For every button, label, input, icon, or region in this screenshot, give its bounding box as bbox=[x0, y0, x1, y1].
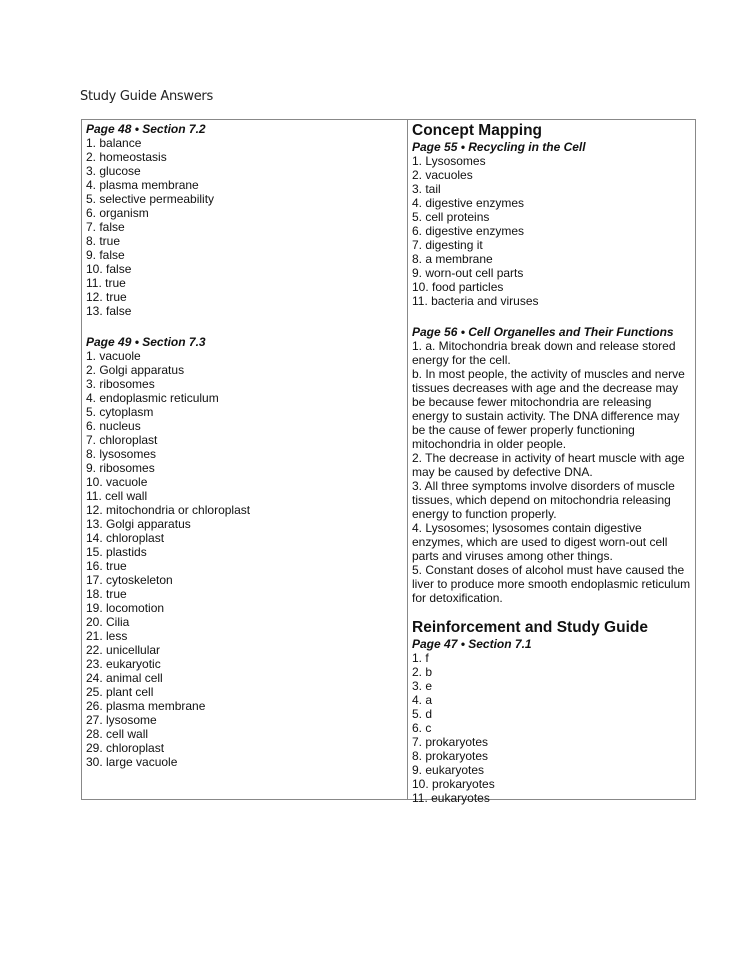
answer-item: 4. plasma membrane bbox=[86, 178, 199, 192]
answer-item: 23. eukaryotic bbox=[86, 657, 161, 671]
right-column bbox=[408, 120, 695, 805]
answer-item: 21. less bbox=[86, 629, 128, 643]
left-column bbox=[82, 120, 408, 799]
answer-item: 9. eukaryotes bbox=[412, 763, 485, 777]
answer-item: 2. The decrease in activity of heart muscle with age may be caused by defective DNA. bbox=[412, 451, 685, 479]
answer-list bbox=[86, 349, 403, 769]
section-heading: Page 55 • Recycling in the Cell bbox=[412, 140, 586, 154]
answer-item: 13. false bbox=[86, 304, 132, 318]
answer-item: 3. All three symptoms involve disorders of muscle tissues, which depend on mitochondria releasing energy to function properly. bbox=[412, 479, 675, 521]
answer-item: 9. ribosomes bbox=[86, 461, 155, 475]
section-heading: Page 47 • Section 7.1 bbox=[412, 637, 532, 651]
answer-item: 4. digestive enzymes bbox=[412, 196, 525, 210]
answer-item: 1. a. Mitochondria break down and release stored energy for the cell. bbox=[412, 339, 676, 367]
answer-item: 2. vacuoles bbox=[412, 168, 473, 182]
answer-item: 16. true bbox=[86, 559, 127, 573]
answer-item: 25. plant cell bbox=[86, 685, 154, 699]
answer-item: 4. a bbox=[412, 693, 433, 707]
answer-item: 10. false bbox=[86, 262, 132, 276]
answer-item: 18. true bbox=[86, 587, 127, 601]
section-heading: Page 56 • Cell Organelles and Their Functions bbox=[412, 325, 674, 339]
answer-item: 11. bacteria and viruses bbox=[412, 294, 539, 308]
answer-item: 10. prokaryotes bbox=[412, 777, 495, 791]
answer-item: 7. digesting it bbox=[412, 238, 483, 252]
answer-item: 28. cell wall bbox=[86, 727, 149, 741]
answer-item: 1. balance bbox=[86, 136, 142, 150]
concept-mapping-heading: Concept Mapping bbox=[412, 122, 543, 139]
answer-item: 17. cytoskeleton bbox=[86, 573, 173, 587]
answer-item: 4. endoplasmic reticulum bbox=[86, 391, 219, 405]
answer-item: 2. Golgi apparatus bbox=[86, 363, 185, 377]
answer-item: 3. ribosomes bbox=[86, 377, 155, 391]
answer-item: 11. true bbox=[86, 276, 126, 290]
answer-item: 6. organism bbox=[86, 206, 149, 220]
answer-item: 13. Golgi apparatus bbox=[86, 517, 191, 531]
answer-item: 9. worn-out cell parts bbox=[412, 266, 524, 280]
answer-item: 26. plasma membrane bbox=[86, 699, 206, 713]
answer-item: 6. digestive enzymes bbox=[412, 224, 525, 238]
answer-item: 6. nucleus bbox=[86, 419, 141, 433]
answer-item: 5. cytoplasm bbox=[86, 405, 154, 419]
answer-list bbox=[412, 339, 691, 605]
answer-item: 7. chloroplast bbox=[86, 433, 158, 447]
answer-item: 3. e bbox=[412, 679, 433, 693]
answer-item: 8. lysosomes bbox=[86, 447, 157, 461]
answer-item: 11. eukaryotes bbox=[412, 791, 490, 805]
section-heading: Page 49 • Section 7.3 bbox=[86, 335, 206, 349]
answer-item: 2. b bbox=[412, 665, 433, 679]
answer-item: 24. animal cell bbox=[86, 671, 163, 685]
answer-item: 10. vacuole bbox=[86, 475, 148, 489]
answer-item: 2. homeostasis bbox=[86, 150, 167, 164]
answer-item: 6. c bbox=[412, 721, 432, 735]
answer-list bbox=[412, 651, 691, 805]
answer-item: 4. Lysosomes; lysosomes contain digestive enzymes, which are used to digest worn-out cell parts and viruses among other things. bbox=[412, 521, 668, 563]
answer-item: 5. cell proteins bbox=[412, 210, 490, 224]
reinforcement-heading: Reinforcement and Study Guide bbox=[412, 619, 648, 636]
answer-item: 8. true bbox=[86, 234, 121, 248]
answer-item: 12. true bbox=[86, 290, 127, 304]
document-title: Study Guide Answers bbox=[80, 89, 213, 104]
answer-list bbox=[86, 136, 403, 318]
answer-item: 1. Lysosomes bbox=[412, 154, 486, 168]
answers-table bbox=[81, 119, 696, 805]
answer-item: 11. cell wall bbox=[86, 489, 148, 503]
answer-item: 5. selective permeability bbox=[86, 192, 215, 206]
answer-item: 7. false bbox=[86, 220, 125, 234]
answer-item: 22. unicellular bbox=[86, 643, 161, 657]
answer-item: b. In most people, the activity of muscles and nerve tissues decreases with age and the decrease may be because fewer mitochondria are releasing energy to sustain activity. The DNA difference may be the cause of fewer properly functioning mitochondria in older people. bbox=[412, 367, 685, 451]
answer-item: 1. f bbox=[412, 651, 429, 665]
answer-item: 12. mitochondria or chloroplast bbox=[86, 503, 251, 517]
answer-item: 29. chloroplast bbox=[86, 741, 165, 755]
answer-item: 5. d bbox=[412, 707, 433, 721]
answer-item: 7. prokaryotes bbox=[412, 735, 489, 749]
answer-item: 10. food particles bbox=[412, 280, 504, 294]
answer-item: 15. plastids bbox=[86, 545, 147, 559]
answer-item: 8. prokaryotes bbox=[412, 749, 489, 763]
answer-item: 9. false bbox=[86, 248, 125, 262]
answer-item: 1. vacuole bbox=[86, 349, 141, 363]
answer-item: 5. Constant doses of alcohol must have caused the liver to produce more smooth endoplasmic reticulum for detoxification. bbox=[412, 563, 691, 605]
answer-item: 30. large vacuole bbox=[86, 755, 178, 769]
answer-item: 14. chloroplast bbox=[86, 531, 165, 545]
answer-item: 3. glucose bbox=[86, 164, 141, 178]
answer-item: 27. lysosome bbox=[86, 713, 157, 727]
answer-item: 8. a membrane bbox=[412, 252, 493, 266]
answer-item: 20. Cilia bbox=[86, 615, 130, 629]
answer-item: 3. tail bbox=[412, 182, 441, 196]
answer-list bbox=[412, 154, 691, 308]
section-heading: Page 48 • Section 7.2 bbox=[86, 122, 206, 136]
answer-item: 19. locomotion bbox=[86, 601, 165, 615]
